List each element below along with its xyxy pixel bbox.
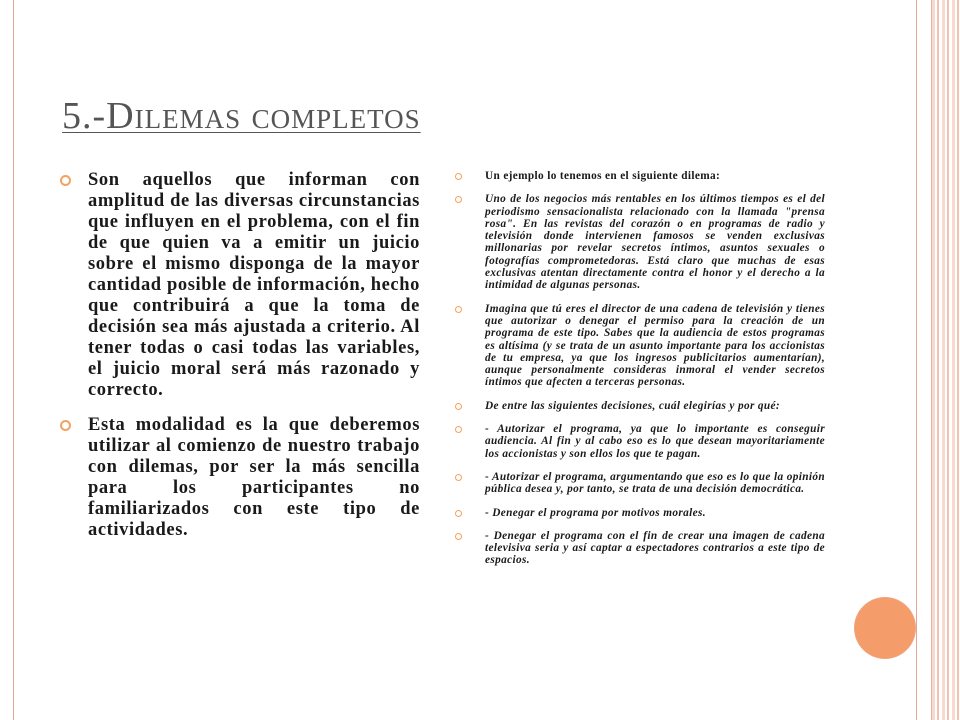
bullet-icon	[455, 533, 462, 540]
decorative-circle	[855, 598, 915, 658]
bullet-icon	[455, 403, 462, 410]
right-bullet-item	[455, 423, 825, 460]
bullet-text: - Autorizar el programa, ya que lo importante es conseguir audiencia. Al fin y al cabo eso es lo que desean mayoritariamente los accionistas y son ellos los que te pagan.	[485, 423, 825, 460]
right-bullet-item	[455, 400, 825, 412]
bullet-text: Un ejemplo lo tenemos en el siguiente dilema:	[485, 170, 721, 182]
decorative-stripes	[931, 0, 960, 720]
right-bullet-item	[455, 507, 825, 519]
bullet-icon	[455, 196, 462, 203]
bullet-icon	[455, 173, 462, 180]
slide-title: 5.-Dilemas completos	[62, 95, 421, 137]
bullet-text: Son aquellos que informan con amplitud de las diversas circunstancias que influyen en el problema, con el fin de que quien va a emitir un juicio sobre el mismo disponga de la mayor cantidad posible de información, hecho que contribuirá a que la toma de decisión sea más ajustada a criterio. Al tener todas o casi todas las variables, el juicio moral será más razonado y correcto.	[88, 170, 420, 400]
left-bullet-item	[60, 170, 420, 401]
right-bullet-item	[455, 530, 825, 567]
left-bullet-list	[60, 170, 420, 555]
right-bullet-item	[455, 303, 825, 389]
right-bullet-item	[455, 170, 825, 182]
right-bullet-item	[455, 193, 825, 291]
bullet-text: - Denegar el programa por motivos morales.	[485, 506, 706, 519]
left-bullet-item	[60, 415, 420, 541]
bullet-text: - Denegar el programa con el fin de crear una imagen de cadena televisiva seria y así captar a espectadores contrarios a este tipo de espacios.	[485, 529, 825, 567]
bullet-icon	[455, 426, 462, 433]
bullet-icon	[60, 420, 71, 431]
right-bullet-list	[455, 170, 825, 578]
bullet-icon	[60, 175, 71, 186]
bullet-text: - Autorizar el programa, argumentando que eso es lo que la opinión pública desea y, por tanto, se trata de una decisión democrática.	[485, 470, 825, 496]
right-bullet-item	[455, 471, 825, 496]
bullet-icon	[455, 474, 462, 481]
bullet-text: Imagina que tú eres el director de una cadena de televisión y tienes que autorizar o denegar el permiso para la creación de un programa de este tipo. Sabes que la audiencia de estos programas es altísima (y se trata de un asunto importante para los accionistas de tu empresa, ya que los ingresos publicitarios aumentarían), aunque personalmente consideras inmoral el vender secretos íntimos que afecten a terceras personas.	[485, 302, 825, 389]
bullet-icon	[455, 510, 462, 517]
bullet-text: De entre las siguientes decisiones, cuál elegirías y por qué:	[485, 399, 780, 412]
bullet-text: Uno de los negocios más rentables en los últimos tiempos es el del periodismo sensacionalista relacionado con la llamada "prensa rosa". En las revistas del corazón o en programas de radio y televisión donde intervienen famosos se venden exclusivas millonarias por revelar secretos íntimos, asuntos sexuales o fotografías comprometedoras. Está claro que muchas de esas exclusivas atentan directamente contra el honor y el derecho a la intimidad de algunas personas.	[485, 193, 825, 292]
bullet-text: Esta modalidad es la que deberemos utilizar al comienzo de nuestro trabajo con dilemas, por ser la más sencilla para los participantes no familiarizados con este tipo de actividades.	[88, 415, 420, 540]
bullet-icon	[455, 306, 462, 313]
